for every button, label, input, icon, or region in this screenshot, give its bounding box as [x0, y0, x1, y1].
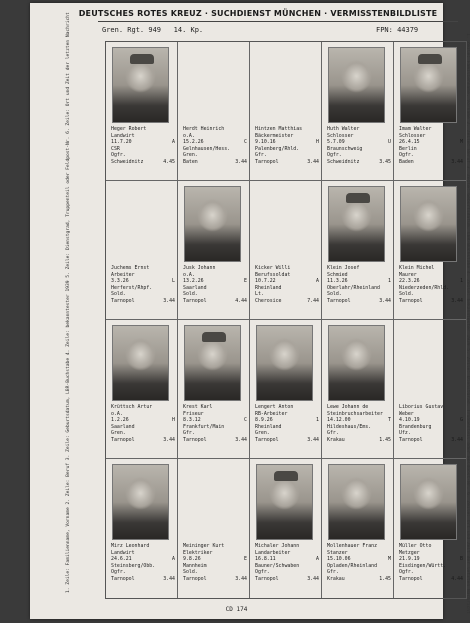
last-news-place: Tarnopol	[399, 575, 423, 582]
birthdate-row	[111, 556, 175, 563]
last-news-row	[183, 437, 247, 444]
person-info	[399, 543, 463, 583]
person-name: Herdt Heinrich	[183, 126, 225, 132]
person-card	[322, 459, 394, 598]
last-news-date: 3.44	[379, 297, 391, 304]
person-info	[327, 543, 391, 583]
person-name: Kicker Willi	[255, 265, 291, 271]
rank: Sold.	[183, 291, 198, 298]
occupation: o.A.	[183, 132, 195, 139]
person-name: Michaler Johann	[255, 543, 300, 549]
person-photo	[112, 464, 169, 540]
lbr-letter: H	[316, 139, 319, 146]
lbr-letter: H	[172, 417, 175, 424]
occupation: Landwirt	[111, 549, 135, 556]
birthdate-row	[111, 139, 175, 146]
lbr-letter: A	[172, 556, 175, 563]
person-photo	[400, 464, 457, 540]
rank: Gfr.	[255, 152, 267, 159]
person-info	[183, 404, 247, 444]
last-news-row	[399, 576, 463, 583]
birthdate: 16.8.11	[255, 556, 276, 563]
last-news-date: 7.44	[307, 297, 319, 304]
birthdate-row	[399, 278, 463, 285]
last-news-date: 3.44	[163, 297, 175, 304]
birthdate-row	[183, 278, 247, 285]
birthdate: 1.2.26	[111, 417, 129, 424]
occupation: Schlosser	[399, 132, 426, 139]
last-news-row	[111, 159, 175, 166]
last-news-place: Baten	[183, 158, 198, 165]
person-info	[399, 404, 463, 444]
last-news-place: Tarnopol	[255, 575, 279, 582]
occupation: Arbeiter	[111, 271, 135, 278]
last-news-date: 3.44	[307, 436, 319, 443]
home-1939: Berlin	[399, 145, 417, 152]
birthdate: 14.12.00	[327, 417, 351, 424]
birthdate: 22.3.26	[399, 278, 420, 285]
side-legend-right: 1. Zeile: Familienname, Vorname 2. Zeile: Beruf 3. Zeile: Geburtsdatum, LBR-Buchstabe 4. Zeile: bekanntester 1939 5. Zeile: Dienstgrad, Truppenteil oder Feldpost-Nr. 6. Zeile: Ort und Zeit der letzten Nachricht	[465, 33, 470, 614]
person-photo	[328, 186, 385, 262]
last-news-date: 4.44	[235, 297, 247, 304]
person-name: Klein Josef	[327, 265, 360, 271]
birthdate-row	[183, 417, 247, 424]
last-news-date: 3.44	[307, 575, 319, 582]
rank: Ufz.	[399, 430, 411, 437]
person-name: Krüttsch Artur	[111, 404, 153, 410]
lbr-letter: C	[244, 139, 247, 146]
occupation: Schlosser	[327, 132, 354, 139]
home-1939: Hildeshaus/Ems.	[327, 423, 372, 430]
person-info	[255, 265, 319, 305]
person-card	[250, 320, 322, 459]
rank: Gfr.	[327, 569, 339, 576]
person-card	[394, 459, 466, 598]
last-news-place: Tarnopol	[183, 436, 207, 443]
occupation: o.A.	[183, 271, 195, 278]
lbr-letter: A	[316, 278, 319, 285]
person-photo	[400, 186, 457, 262]
home-1939: Mannheim	[183, 562, 207, 569]
home-1939: Rheinland	[255, 284, 282, 291]
home-1939: Niederzeden/Rhld.	[399, 284, 450, 291]
birthdate: 9.10.16	[255, 139, 276, 146]
cap-shape	[346, 193, 370, 203]
last-news-place: Cherosice	[255, 297, 282, 304]
birthdate-row	[399, 556, 463, 563]
rank: Ogfr.	[399, 569, 414, 576]
lbr-letter: 1	[460, 278, 463, 285]
lbr-letter: A	[172, 139, 175, 146]
last-news-row	[399, 437, 463, 444]
birthdate-row	[399, 417, 463, 424]
person-card	[178, 42, 250, 181]
occupation: Metzger	[399, 549, 420, 556]
cap-shape	[130, 54, 154, 64]
rank: Ogfr.	[327, 152, 342, 159]
rank: Ogfr.	[111, 569, 126, 576]
home-1939: Braunschweig	[327, 145, 363, 152]
rank: Gren.	[255, 430, 270, 437]
person-name: Heger Robert	[111, 126, 147, 132]
header-divider	[98, 21, 458, 22]
birthdate-row	[183, 139, 247, 146]
birthdate: 21.9.19	[399, 556, 420, 563]
home-1939: Saarland	[183, 284, 207, 291]
page-footer: CD 174	[225, 606, 248, 613]
last-news-row	[399, 298, 463, 305]
last-news-date: 4.45	[163, 158, 175, 165]
rank: Gren.	[183, 152, 198, 159]
birthdate: 11.7.20	[111, 139, 132, 146]
home-1939: Herferst/Rhpf.	[111, 284, 153, 291]
last-news-place: Tarnopol	[399, 297, 423, 304]
rank: Gfr.	[183, 430, 195, 437]
lbr-letter: A	[316, 556, 319, 563]
last-news-place: Tarnopol	[255, 436, 279, 443]
person-info	[327, 126, 391, 166]
person-name: Müller Otto	[399, 543, 432, 549]
last-news-place: Tarnopol	[111, 575, 135, 582]
birthdate: 15.2.26	[183, 139, 204, 146]
document-page	[30, 3, 470, 619]
lbr-letter: B	[460, 556, 463, 563]
last-news-place: Tarnopol	[111, 297, 135, 304]
birthdate-row	[327, 278, 391, 285]
person-name: Huth Walter	[327, 126, 360, 132]
person-photo	[328, 325, 385, 401]
last-news-row	[255, 298, 319, 305]
person-photo	[328, 47, 385, 123]
last-news-place: Tarnopol	[183, 575, 207, 582]
person-photo	[256, 325, 313, 401]
last-news-row	[111, 576, 175, 583]
last-news-date: 3.44	[163, 436, 175, 443]
person-name: Klein Michel	[399, 265, 435, 271]
occupation: Landwirt	[111, 132, 135, 139]
lbr-letter: C	[244, 417, 247, 424]
lbr-letter: L	[172, 278, 175, 285]
person-name: Meininger Kurt	[183, 543, 225, 549]
home-1939: Bauner/Schwaben	[255, 562, 300, 569]
birthdate: 10.7.22	[255, 278, 276, 285]
occupation: RB-Arbeiter	[255, 410, 288, 417]
birthdate: 4.10.19	[399, 417, 420, 424]
person-card	[394, 42, 466, 181]
birthdate: 24.6.21	[111, 556, 132, 563]
last-news-place: Tarnopol	[111, 436, 135, 443]
last-news-place: Tarnopol	[255, 158, 279, 165]
birthdate-row	[327, 556, 391, 563]
cap-shape	[274, 471, 298, 481]
birthdate-row	[255, 556, 319, 563]
person-photo	[328, 464, 385, 540]
person-card	[250, 42, 322, 181]
occupation: Berufssoldat	[255, 271, 291, 278]
last-news-row	[183, 298, 247, 305]
person-photo	[112, 325, 169, 401]
home-1939: Eisdingen/Württ.	[399, 562, 447, 569]
lbr-letter: M	[388, 556, 391, 563]
person-info	[399, 265, 463, 305]
person-name: Krest Karl	[183, 404, 213, 410]
person-info	[183, 265, 247, 305]
rank: Ogfr.	[399, 152, 414, 159]
last-news-row	[111, 437, 175, 444]
last-news-date: 1.45	[379, 436, 391, 443]
birthdate: 13.2.26	[183, 278, 204, 285]
lbr-letter: G	[460, 417, 463, 424]
person-name: Lewe Johann de	[327, 404, 369, 410]
occupation: Schmied	[327, 271, 348, 278]
occupation: Landarbeiter	[255, 549, 291, 556]
person-info	[399, 126, 463, 166]
person-name: Hintzen Matthias	[255, 126, 303, 132]
person-card	[106, 320, 178, 459]
last-news-row	[255, 159, 319, 166]
person-name: Imam Walter	[399, 126, 432, 132]
rank: Gfr.	[327, 430, 339, 437]
birthdate: 26.4.15	[399, 139, 420, 146]
last-news-date: 4.44	[451, 575, 463, 582]
person-card	[322, 181, 394, 320]
person-photo	[184, 186, 241, 262]
person-info	[255, 126, 319, 166]
last-news-date: 3.44	[451, 436, 463, 443]
home-1939: Brandenburg	[399, 423, 432, 430]
person-info	[111, 126, 175, 166]
last-news-row	[183, 576, 247, 583]
last-news-row	[111, 298, 175, 305]
person-info	[255, 404, 319, 444]
home-1939: Oberlahr/Rheinland	[327, 284, 380, 291]
home-1939: Opladen/Rheinland	[327, 562, 378, 569]
page-title: DEUTSCHES ROTES KREUZ · SUCHDIENST MÜNCHEN · VERMISSTENBILDLISTE	[78, 9, 438, 18]
occupation: Bäckermeister	[255, 132, 294, 139]
home-1939: Frankfurt/Main	[183, 423, 225, 430]
person-info	[327, 404, 391, 444]
person-info	[183, 126, 247, 166]
person-photo	[184, 325, 241, 401]
person-card	[106, 459, 178, 598]
lbr-letter: 1	[316, 417, 319, 424]
home-1939: Steinsberg/Obb.	[111, 562, 156, 569]
last-news-date: 1.45	[379, 575, 391, 582]
person-photo	[256, 464, 313, 540]
occupation: Elektriker	[183, 549, 213, 556]
home-1939: CSR	[111, 145, 120, 152]
last-news-place: Schweidnitz	[327, 158, 360, 165]
lbr-letter: E	[244, 556, 247, 563]
rank: Sold.	[111, 291, 126, 298]
last-news-date: 3.44	[235, 436, 247, 443]
home-1939: Saarland	[111, 423, 135, 430]
birthdate-row	[255, 278, 319, 285]
person-name: Mollenhauer Franz	[327, 543, 378, 549]
person-card	[322, 320, 394, 459]
last-news-row	[255, 437, 319, 444]
birthdate: 9.8.26	[183, 556, 201, 563]
person-card	[250, 181, 322, 320]
home-1939: Palenberg/Rhld.	[255, 145, 300, 152]
rank: Lt.	[255, 291, 264, 298]
person-info	[327, 265, 391, 305]
person-card	[178, 320, 250, 459]
person-card	[106, 42, 178, 181]
occupation: Friseur	[183, 410, 204, 417]
birthdate-row	[327, 417, 391, 424]
person-card	[250, 459, 322, 598]
person-card	[394, 320, 466, 459]
birthdate: 11.3.26	[327, 278, 348, 285]
rank: Ogfr.	[111, 152, 126, 159]
cap-shape	[418, 54, 442, 64]
birthdate-row	[255, 139, 319, 146]
last-news-date: 3.44	[307, 158, 319, 165]
lbr-letter: M	[460, 139, 463, 146]
birthdate-row	[183, 556, 247, 563]
lbr-letter: E	[244, 278, 247, 285]
last-news-row	[327, 576, 391, 583]
birthdate-row	[327, 139, 391, 146]
home-1939: Rheinland	[255, 423, 282, 430]
person-info	[183, 543, 247, 583]
person-card	[394, 181, 466, 320]
rank: Sold.	[327, 291, 342, 298]
birthdate: 3.3.26	[111, 278, 129, 285]
missing-persons-grid	[105, 41, 467, 599]
side-legend-left: 1. Zeile: Familienname, Vorname 2. Zeile: Beruf 3. Zeile: Geburtsdatum, LBR-Buchstabe 4. Zeile: bekanntester 1939 5. Zeile: Dienstgrad, Truppenteil oder Feldpost-Nr. 6. Zeile: Ort und Zeit der letzten Nachricht	[66, 12, 71, 593]
person-info	[255, 543, 319, 583]
lbr-letter: T	[388, 417, 391, 424]
rank: Sold.	[183, 569, 198, 576]
cap-shape	[202, 332, 226, 342]
fpn-number: FPN: 44379	[376, 26, 419, 34]
lbr-letter: 1	[388, 278, 391, 285]
last-news-date: 3.44	[451, 297, 463, 304]
birthdate: 8.3.12	[183, 417, 201, 424]
last-news-row	[327, 298, 391, 305]
last-news-date: 3.44	[451, 158, 463, 165]
last-news-row	[327, 159, 391, 166]
person-name: Liborius Gustav	[399, 404, 444, 410]
last-news-row	[399, 159, 463, 166]
birthdate: 15.10.06	[327, 556, 351, 563]
person-card	[178, 181, 250, 320]
person-card	[178, 459, 250, 598]
occupation: Stanzer	[327, 549, 348, 556]
occupation: Steinbruchsarbeiter	[327, 410, 383, 417]
person-name: Juchems Ernst	[111, 265, 150, 271]
occupation: Maurer	[399, 271, 417, 278]
birthdate: 8.9.26	[255, 417, 273, 424]
last-news-place: Tarnopol	[183, 297, 207, 304]
last-news-place: Krakau	[327, 575, 345, 582]
birthdate: 5.7.09	[327, 139, 345, 146]
rank: Ogfr.	[255, 569, 270, 576]
last-news-place: Tarnopol	[399, 436, 423, 443]
person-card	[322, 42, 394, 181]
last-news-row	[327, 437, 391, 444]
birthdate-row	[111, 278, 175, 285]
last-news-row	[255, 576, 319, 583]
last-news-place: Krakau	[327, 436, 345, 443]
last-news-date: 3.44	[235, 575, 247, 582]
person-name: Jusk Johann	[183, 265, 216, 271]
person-card	[106, 181, 178, 320]
birthdate-row	[255, 417, 319, 424]
last-news-place: Schweidnitz	[111, 158, 144, 165]
person-photo	[112, 47, 169, 123]
last-news-date: 3.45	[379, 158, 391, 165]
birthdate-row	[399, 139, 463, 146]
rank: Sold.	[399, 291, 414, 298]
unit-label: Gren. Rgt. 949 14. Kp.	[102, 26, 204, 34]
rank: Gren.	[111, 430, 126, 437]
person-name: Lengert Anton	[255, 404, 294, 410]
lbr-letter: U	[388, 139, 391, 146]
person-name: Mirz Leonhard	[111, 543, 150, 549]
last-news-date: 3.44	[163, 575, 175, 582]
last-news-place: Tarnopol	[327, 297, 351, 304]
person-info	[111, 404, 175, 444]
person-info	[111, 543, 175, 583]
occupation: Weber	[399, 410, 414, 417]
last-news-date: 3.44	[235, 158, 247, 165]
occupation: o.A.	[111, 410, 123, 417]
home-1939: Gelnhausen/Hess.	[183, 145, 231, 152]
last-news-row	[183, 159, 247, 166]
birthdate-row	[111, 417, 175, 424]
person-photo	[400, 47, 457, 123]
person-info	[111, 265, 175, 305]
last-news-place: Baden	[399, 158, 414, 165]
